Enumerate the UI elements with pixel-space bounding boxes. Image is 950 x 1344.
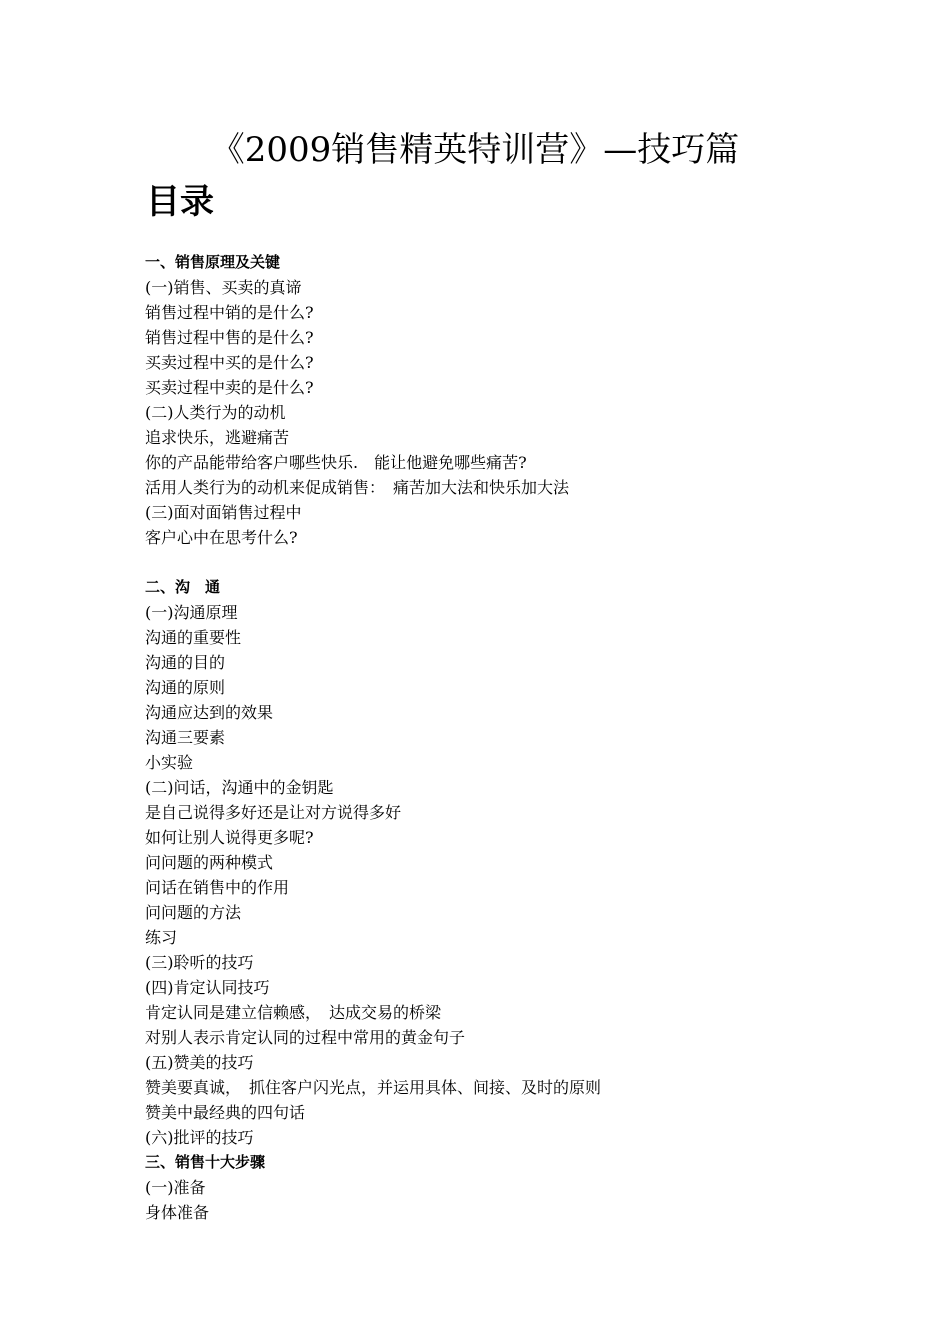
list-item: (三)聆听的技巧: [145, 953, 254, 972]
list-item: 练习: [145, 928, 178, 947]
list-item: 销售过程中售的是什么?: [145, 328, 314, 347]
list-item: 销售过程中销的是什么?: [145, 303, 314, 322]
list-item: 你的产品能带给客户哪些快乐. 能让他避免哪些痛苦?: [145, 453, 527, 472]
list-item: 沟通的目的: [145, 653, 226, 672]
list-item: 活用人类行为的动机来促成销售： 痛苦加大法和快乐加大法: [145, 478, 570, 497]
list-item: 问问题的两种模式: [145, 853, 274, 872]
list-item: (三)面对面销售过程中: [145, 503, 302, 522]
list-item: 小实验: [145, 753, 194, 772]
list-item: 沟通三要素: [145, 728, 226, 747]
section-heading: 二、沟 通: [145, 578, 221, 596]
list-item: 如何让别人说得更多呢?: [145, 828, 314, 847]
section-heading: 一、销售原理及关键: [145, 253, 281, 271]
document-title: 《2009销售精英特训营》—技巧篇: [210, 130, 740, 170]
toc-heading: 目录: [146, 182, 214, 222]
list-item: 问问题的方法: [145, 903, 242, 922]
table-of-contents: [145, 250, 865, 1225]
section-spacer: [145, 550, 865, 575]
list-item: (六)批评的技巧: [145, 1128, 254, 1147]
list-item: 买卖过程中卖的是什么?: [145, 378, 314, 397]
list-item: 沟通的原则: [145, 678, 226, 697]
section-heading: 三、销售十大步骤: [145, 1153, 266, 1171]
list-item: 赞美中最经典的四句话: [145, 1103, 306, 1122]
list-item: (一)沟通原理: [145, 603, 238, 622]
list-item: 对别人表示肯定认同的过程中常用的黄金句子: [145, 1028, 466, 1047]
list-item: (二)问话，沟通中的金钥匙: [145, 778, 334, 797]
list-item: 买卖过程中买的是什么?: [145, 353, 314, 372]
list-item: 沟通的重要性: [145, 628, 242, 647]
list-item: (一)准备: [145, 1178, 206, 1197]
list-item: (四)肯定认同技巧: [145, 978, 270, 997]
list-item: 追求快乐，逃避痛苦: [145, 428, 290, 447]
list-item: 问话在销售中的作用: [145, 878, 290, 897]
list-item: 身体准备: [145, 1203, 210, 1222]
list-item: 赞美要真诚， 抓住客户闪光点，并运用具体、间接、及时的原则: [145, 1078, 602, 1097]
list-item: 是自己说得多好还是让对方说得多好: [145, 803, 402, 822]
list-item: 沟通应达到的效果: [145, 703, 274, 722]
list-item: (一)销售、买卖的真谛: [145, 278, 302, 297]
list-item: 客户心中在思考什么?: [145, 528, 298, 547]
list-item: (五)赞美的技巧: [145, 1053, 254, 1072]
list-item: 肯定认同是建立信赖感， 达成交易的桥梁: [145, 1003, 442, 1022]
list-item: (二)人类行为的动机: [145, 403, 286, 422]
